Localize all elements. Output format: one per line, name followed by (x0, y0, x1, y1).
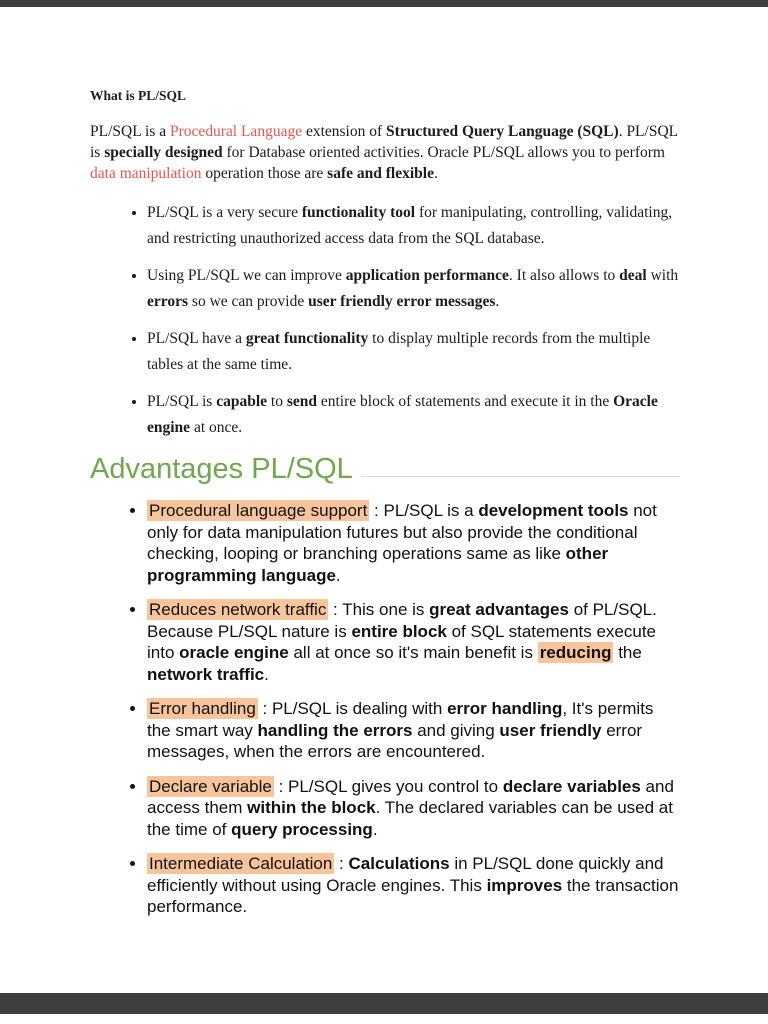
list-item: • Reduces network traffic : This one is great advantages of PL/SQL. Because PL/SQL nature is entire block of SQL statements execute into oracle engine all at once so it's main benefit is reducing the network traffic. (147, 599, 680, 685)
list-item: • PL/SQL have a great functionality to display multiple records from the multiple tables at the same time. (147, 326, 680, 378)
advantages-heading-row (90, 452, 680, 486)
heading-rule (361, 476, 680, 477)
list-item: • Procedural language support : PL/SQL is a development tools not only for data manipulation futures but also provide the conditional checking, looping or branching operations same as like other programming language. (147, 500, 680, 586)
list-item: • Intermediate Calculation : Calculations in PL/SQL done quickly and efficiently without using Oracle engines. This improves the transaction performance. (147, 853, 680, 918)
viewer-bottom-edge (0, 993, 768, 1014)
advantages-list (90, 500, 680, 918)
page-content (90, 88, 680, 931)
list-item: • Error handling : PL/SQL is dealing with error handling, It's permits the smart way handling the errors and giving user friendly error messages, when the errors are encountered. (147, 698, 680, 763)
section-title-advantages: Advantages PL/SQL (90, 453, 353, 485)
viewer-top-edge (0, 0, 768, 7)
plsql-features-list (90, 200, 680, 441)
list-item: • PL/SQL is capable to send entire block of statements and execute it in the Oracle engine at once. (147, 389, 680, 441)
list-item: • Using PL/SQL we can improve application performance. It also allows to deal with errors so we can provide user friendly error messages. (147, 263, 680, 315)
list-item: • Declare variable : PL/SQL gives you control to declare variables and access them within the block. The declared variables can be used at the time of query processing. (147, 776, 680, 841)
list-item: • PL/SQL is a very secure functionality tool for manipulating, controlling, validating, and restricting unauthorized access data from the SQL database. (147, 200, 680, 252)
intro-paragraph: PL/SQL is a Procedural Language extension of Structured Query Language (SQL). PL/SQL is specially designed for Database oriented activities. Oracle PL/SQL allows you to perform data manipulation operation those are safe and flexible. (90, 123, 678, 182)
section-title-what-is-plsql: What is PL/SQL (90, 88, 187, 103)
